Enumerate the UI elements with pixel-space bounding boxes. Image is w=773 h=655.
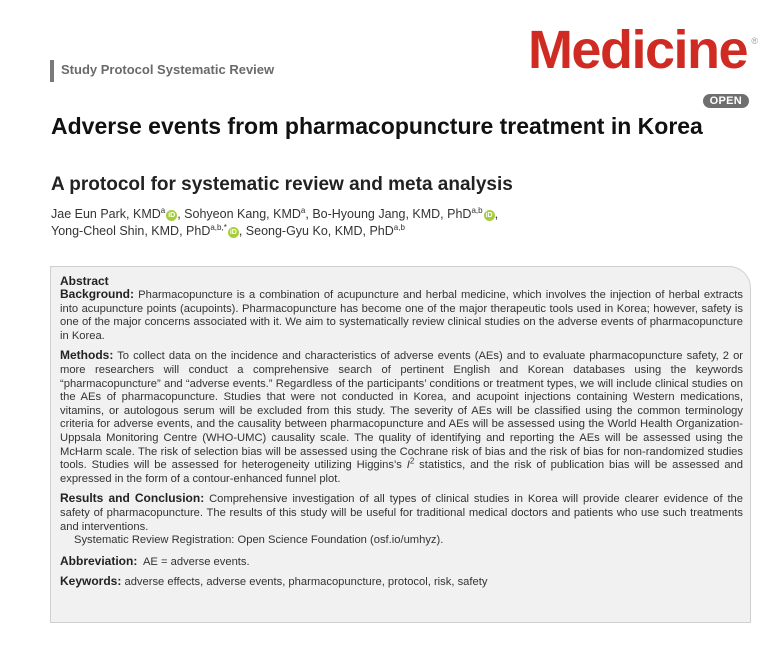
author-name: Sohyeon Kang, KMD [184,207,301,221]
abstract-heading: Abstract [60,274,109,288]
section-label: Keywords: [60,574,122,589]
author-affiliation: a,b [393,222,405,232]
category-bar [50,60,54,82]
methods-text: To collect data on the incidence and characteristics of adverse events (AEs) and to evaluate pharmacopuncture safety, 2 or more researchers will conduct a comprehensive search of pertinent English and Korean databases using the keywords “pharmacopuncture” and “adverse events.” Regardless of the participants’ conditions or treatment types, we will include clinical studies on the AEs of pharmacopuncture. Studies that were not conducted in Korea, and acupoint injections containing Western medications, vitamins, or autologous serum will be excluded from this study. The severity of AEs will be classified using the common terminology criteria for adverse events, and the causality between pharmacopuncture and AEs will be assessed using the World Health Organization-Uppsala Monitoring Centre (WHO-UMC) causality scale. The quality of identifying and reporting the AEs will be assessed using the McHarm scale. The risk of selection bias will be assessed using the Cochrane risk of bias and the risk of bias for non-randomized studies tools. Studies will be assessed for heterogeneity utilizing Higgins’s [60,350,744,472]
author-affiliation: a,b,* [210,222,227,232]
author [51,207,177,221]
separator: , [177,207,185,221]
article-subtitle: A protocol for systematic review and meta analysis [51,174,513,195]
higgins-i: I [406,459,410,472]
keywords-text: adverse effects, adverse events, pharmacopuncture, protocol, risk, safety [124,576,488,589]
keywords-section [60,575,743,590]
section-label: Abbreviation: [60,553,138,568]
separator: , [305,207,313,221]
author-affiliation: a [160,205,166,215]
registered-mark: ® [751,36,758,46]
background-section [60,288,743,343]
author-name: Seong-Gyu Ko, KMD, PhD [245,224,394,238]
author-list [51,206,751,240]
author-affiliation: a [300,205,306,215]
higgins-sup: 2 [409,456,415,466]
author-name: Yong-Cheol Shin, KMD, PhD [51,224,211,238]
abbreviation-section [60,555,743,570]
author [184,207,305,221]
abstract-box [50,266,751,623]
methods-text-end: statistics, and the risk of publication bias will be assessed and expressed in the form of a contour-enhanced funnel plot. [60,459,744,485]
registration-text: Systematic Review Registration: Open Science Foundation (osf.io/umhyz). [74,534,444,547]
separator: , [494,207,499,221]
author-name: Bo-Hyoung Jang, KMD, PhD [312,207,472,221]
open-access-badge: OPEN [703,94,749,108]
journal-logo[interactable]: Medicine [527,20,747,80]
separator: , [238,224,246,238]
article-category: Study Protocol Systematic Review [61,62,275,77]
background-text: Pharmacopuncture is a combination of acupuncture and herbal medicine, which involves the injection of herbal extracts into acupuncture points (acupoints). Pharmacopuncture has become one of the major therapeutic tools used in Korea; however, safety is one of the major concerns associated with it. We aim to systematically review clinical studies on the adverse events of pharmacopuncture in Korea. [60,289,744,342]
methods-section [60,349,743,486]
orcid-icon[interactable]: iD [229,229,237,236]
section-label: Methods: [60,348,114,363]
results-section [60,492,743,534]
orcid-icon[interactable]: iD [485,212,493,219]
results-text: Comprehensive investigation of all types of clinical studies in Korea will provide clearer evidence of the safety of pharmacopuncture. The results of this study will be useful for traditional medical doctors and patients who use such treatments and interventions. [60,493,743,533]
author-affiliation: a,b [471,205,483,215]
author [51,224,239,238]
article-title: Adverse events from pharmacopuncture treatment in Korea [51,113,703,139]
author [246,224,405,238]
section-label: Results and Conclusion: [60,491,205,506]
section-label: Background: [60,287,135,301]
author [312,207,494,221]
author-name: Jae Eun Park, KMD [51,207,161,221]
abbreviation-text: AE = adverse events. [142,555,250,568]
orcid-icon[interactable]: iD [168,212,176,219]
